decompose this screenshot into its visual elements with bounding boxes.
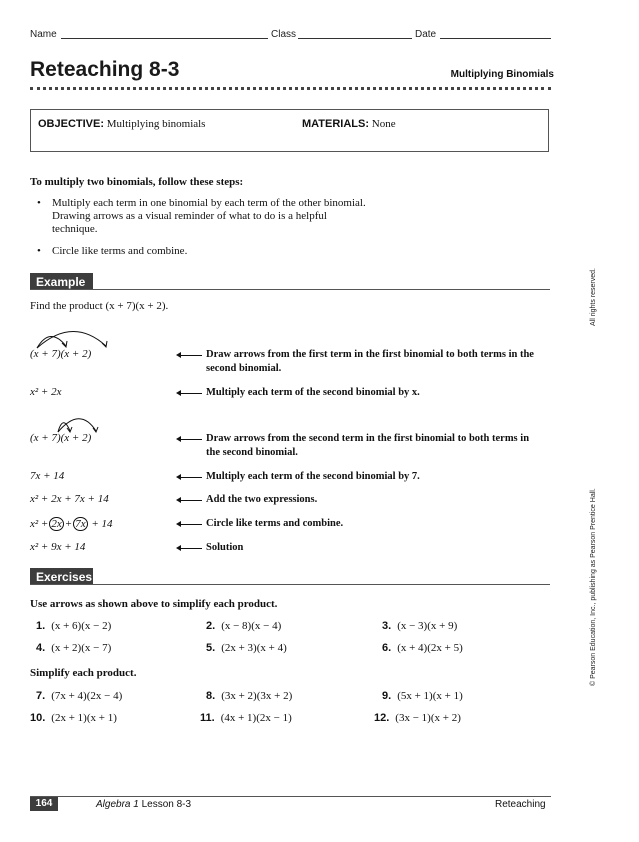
footer-book: Algebra 1 Lesson 8-3: [96, 799, 192, 810]
date-label: Date: [415, 29, 437, 40]
class-line[interactable]: [298, 38, 412, 39]
step-1-expr: (x + 7)(x + 2): [30, 348, 92, 360]
exercise-9: 9. (5x + 1)(x + 1): [382, 690, 463, 702]
objective-box: [30, 109, 549, 152]
page-title: Reteaching 8-3: [30, 58, 180, 81]
step-3-expr: (x + 7)(x + 2): [30, 432, 92, 444]
footer-rule: [30, 796, 551, 797]
step-4-expr: 7x + 14: [30, 470, 65, 482]
exercise-11: 11. (4x + 1)(2x − 1): [200, 712, 292, 724]
example-rule: [30, 289, 550, 290]
left-arrow-icon: [180, 439, 202, 440]
copyright-text: © Pearson Education, Inc., publishing as Pearson Prentice Hall.: [590, 488, 597, 686]
exercises-tag: Exercises: [30, 568, 93, 585]
exercise-12: 12. (3x − 1)(x + 2): [374, 712, 461, 724]
exercise-6: 6. (x + 4)(2x + 5): [382, 642, 463, 654]
exercises-lead-1: Use arrows as shown above to simplify each product.: [30, 598, 278, 610]
step-6-expr: x² + 2x + 7x + 14: [30, 518, 113, 530]
circled-term: 2x: [51, 518, 62, 530]
bullet-dot: •: [37, 197, 41, 209]
date-line[interactable]: [440, 38, 551, 39]
name-label: Name: [30, 29, 57, 40]
step-2-expr: x² + 2x: [30, 386, 62, 398]
left-arrow-icon: [180, 548, 202, 549]
step-4-desc: Multiply each term of the second binomial by 7.: [206, 471, 420, 482]
exercises-lead-2: Simplify each product.: [30, 667, 137, 679]
bullet-1-line-1: Multiply each term in one binomial by each term of the other binomial.: [52, 197, 366, 209]
bullet-1-line-3: technique.: [52, 223, 98, 235]
rights-text: All rights reserved.: [590, 268, 597, 326]
bullet-1-line-2: Drawing arrows as a visual reminder of what to do is a helpful: [52, 210, 327, 222]
bullet-dot: •: [37, 245, 41, 257]
exercise-3: 3. (x − 3)(x + 9): [382, 620, 458, 632]
exercise-7: 7. (7x + 4)(2x − 4): [36, 690, 123, 702]
exercise-8: 8. (3x + 2)(3x + 2): [206, 690, 293, 702]
exercises-rule: [30, 584, 550, 585]
step-6-desc: Circle like terms and combine.: [206, 518, 344, 529]
left-arrow-icon: [180, 355, 202, 356]
step-5-desc: Add the two expressions.: [206, 494, 318, 505]
left-arrow-icon: [180, 477, 202, 478]
example-prompt: Find the product (x + 7)(x + 2).: [30, 300, 169, 312]
step-1-desc: Draw arrows from the first term in the first binomial to both terms in the second binomial.: [206, 349, 534, 374]
class-label: Class: [271, 29, 297, 40]
bullet-2: Circle like terms and combine.: [52, 245, 188, 257]
left-arrow-icon: [180, 393, 202, 394]
page-subtitle: Multiplying Binomials: [450, 69, 554, 80]
step-7-desc: Solution: [206, 542, 244, 553]
left-arrow-icon: [180, 500, 202, 501]
step-2-desc: Multiply each term of the second binomial by x.: [206, 387, 420, 398]
exercise-5: 5. (2x + 3)(x + 4): [206, 642, 287, 654]
left-arrow-icon: [180, 524, 202, 525]
step-7-expr: x² + 9x + 14: [30, 541, 86, 553]
step-5-expr: x² + 2x + 7x + 14: [30, 493, 109, 505]
exercise-2: 2. (x − 8)(x − 4): [206, 620, 282, 632]
exercise-10: 10. (2x + 1)(x + 1): [30, 712, 117, 724]
exercise-4: 4. (x + 2)(x − 7): [36, 642, 112, 654]
example-tag: Example: [30, 273, 93, 290]
name-line[interactable]: [61, 38, 268, 39]
circled-term: 7x: [75, 518, 86, 530]
exercise-1: 1. (x + 6)(x − 2): [36, 620, 112, 632]
intro-lead: To multiply two binomials, follow these steps:: [30, 176, 244, 188]
objective: OBJECTIVE: Multiplying binomials: [38, 118, 206, 130]
materials: MATERIALS: None: [302, 118, 396, 130]
dotted-divider: [30, 87, 551, 90]
page-number: 164: [30, 797, 58, 811]
step-3-desc: Draw arrows from the second term in the first binomial to both terms in the second binomial.: [206, 433, 530, 458]
footer-section: Reteaching: [495, 799, 546, 810]
